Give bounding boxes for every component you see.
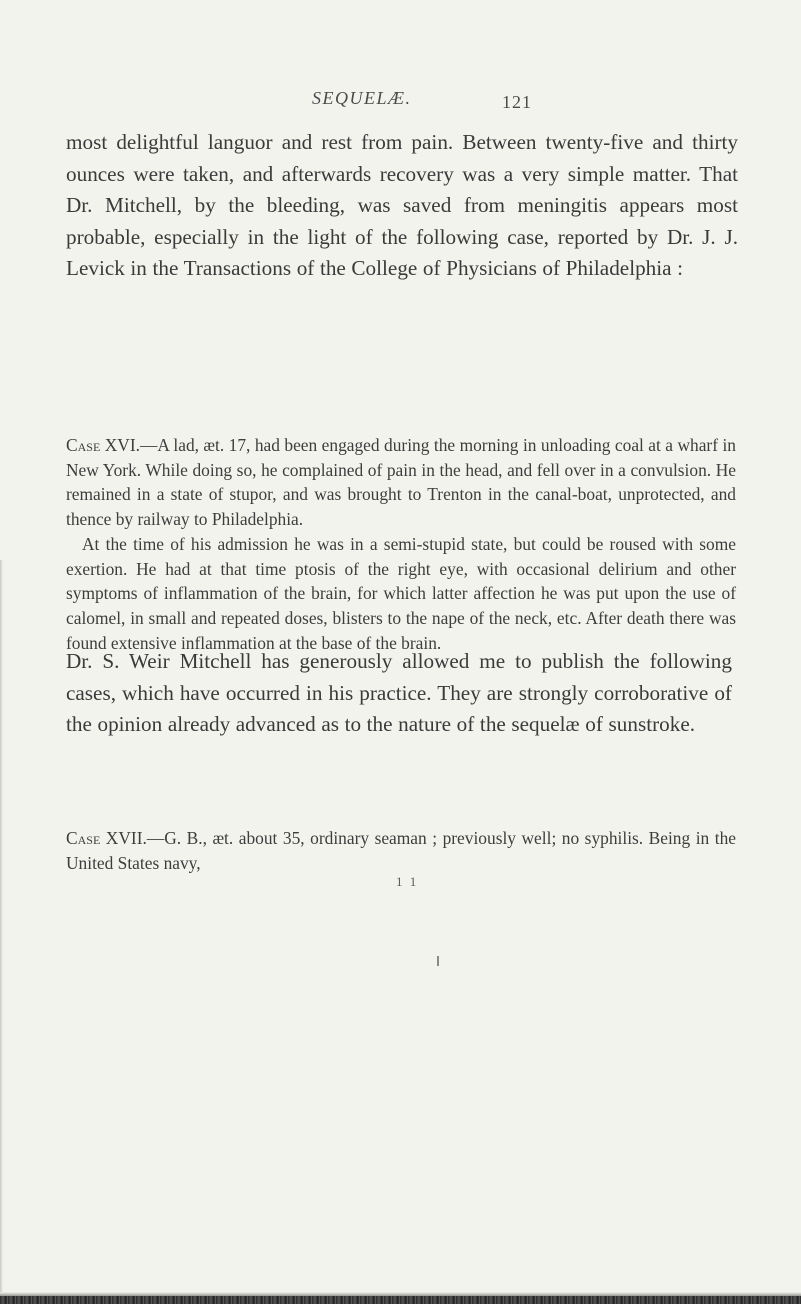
case-xvii-paragraph	[66, 826, 736, 875]
case-xvii-text: —G. B., æt. about 35, ordinary seaman ; previously well; no syphilis. Being in the United States navy,	[66, 828, 736, 873]
case-xvi-label: Case XVI.	[66, 435, 140, 455]
case-xvi-text-2: At the time of his admission he was in a semi-stupid state, but could be roused with some exertion. He had at that time ptosis of the right eye, with occasional delirium and other symptoms of inflammation of the brain, for which latter affection he was put upon the use of calomel, in small and repeated doses, blisters to the nape of the neck, etc. After death there was found extensive inflammation at the base of the brain.	[66, 533, 736, 653]
paragraph-1: most delightful languor and rest from pain. Between twenty-five and thirty ounces were taken, and afterwards recovery was a very simple matter. That Dr. Mitchell, by the bleeding, was saved from meningitis appears most probable, especially in the light of the following case, reported by Dr. J. J. Levick in the Transactions of the College of Physicians of Philadelphia :	[66, 130, 738, 280]
page-number: 121	[502, 92, 532, 112]
case-xvi-paragraph	[66, 433, 736, 655]
ink-mark	[437, 956, 439, 966]
case-xvii-label: Case XVII.	[66, 828, 147, 848]
paragraph-3: Dr. S. Weir Mitchell has generously allowed me to publish the following cases, which have occurred in his practice. They are strongly corroborative of the opinion already advanced as to the nature of the sequelæ of sunstroke.	[66, 649, 732, 736]
case-xvi-text: —A lad, æt. 17, had been engaged during the morning in unloading coal at a wharf in New York. While doing so, he complained of pain in the head, and fell over in a convulsion. He remained in a state of stupor, and was brought to Trenton in the canal-boat, unprotected, and thence by railway to Philadelphia.	[66, 435, 736, 530]
page-bottom-edge	[0, 1296, 801, 1304]
page-edge-shadow	[0, 560, 3, 1304]
running-head: SEQUELÆ.	[312, 88, 412, 108]
signature-mark: 1 1	[396, 874, 419, 889]
